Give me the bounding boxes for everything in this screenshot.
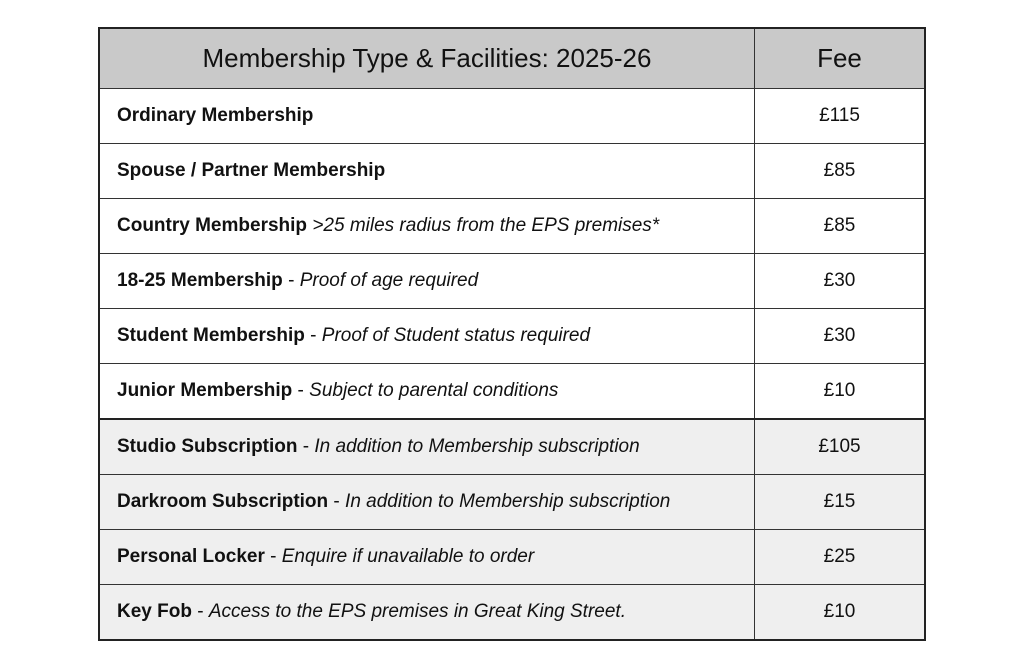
separator: - — [292, 380, 310, 401]
membership-fees-table — [98, 27, 926, 641]
membership-note: In addition to Membership subscription — [345, 491, 671, 512]
header-membership-type: Membership Type & Facilities: 2025-26 — [99, 28, 755, 89]
membership-note: Proof of Student status required — [321, 325, 591, 346]
membership-name: Spouse / Partner Membership — [117, 160, 386, 181]
fee-cell: £10 — [755, 364, 926, 420]
membership-name: Student Membership — [117, 325, 305, 346]
membership-name: Country Membership — [117, 215, 308, 236]
membership-type-cell — [99, 254, 755, 309]
membership-name: Ordinary Membership — [117, 105, 314, 126]
fee-cell: £10 — [755, 585, 926, 641]
table-header-row — [99, 28, 925, 89]
membership-type-cell — [99, 364, 755, 420]
fee-cell: £30 — [755, 254, 926, 309]
membership-type-cell — [99, 89, 755, 144]
membership-note: >25 miles radius from the EPS premises* — [312, 215, 660, 236]
separator: - — [328, 491, 346, 512]
table-row — [99, 419, 925, 475]
table-row — [99, 254, 925, 309]
fee-cell: £15 — [755, 475, 926, 530]
fee-cell: £25 — [755, 530, 926, 585]
membership-name: Key Fob — [117, 601, 192, 622]
table-row — [99, 364, 925, 420]
membership-name: 18-25 Membership — [117, 270, 283, 291]
fee-cell: £115 — [755, 89, 926, 144]
separator: - — [264, 546, 282, 567]
table-row — [99, 530, 925, 585]
membership-type-cell — [99, 530, 755, 585]
membership-note: Subject to parental conditions — [309, 380, 559, 401]
table-row — [99, 475, 925, 530]
fee-cell: £85 — [755, 144, 926, 199]
table-row — [99, 585, 925, 641]
membership-name: Personal Locker — [117, 546, 265, 567]
table-row — [99, 89, 925, 144]
membership-type-cell — [99, 475, 755, 530]
membership-note: In addition to Membership subscription — [314, 436, 640, 457]
separator: - — [282, 270, 300, 291]
membership-note: Enquire if unavailable to order — [281, 546, 535, 567]
membership-type-cell — [99, 419, 755, 475]
membership-type-cell — [99, 309, 755, 364]
membership-type-cell — [99, 199, 755, 254]
table-row — [99, 309, 925, 364]
membership-type-cell — [99, 585, 755, 641]
table-row — [99, 144, 925, 199]
header-fee: Fee — [755, 28, 926, 89]
table-row — [99, 199, 925, 254]
membership-name: Darkroom Subscription — [117, 491, 329, 512]
fee-cell: £30 — [755, 309, 926, 364]
fee-cell: £105 — [755, 419, 926, 475]
membership-type-cell — [99, 144, 755, 199]
separator: - — [191, 601, 209, 622]
separator: - — [304, 325, 322, 346]
membership-name: Junior Membership — [117, 380, 293, 401]
separator: - — [297, 436, 315, 457]
fee-cell: £85 — [755, 199, 926, 254]
membership-name: Studio Subscription — [117, 436, 298, 457]
membership-note: Proof of age required — [299, 270, 479, 291]
membership-note: Access to the EPS premises in Great King Street. — [208, 601, 626, 622]
